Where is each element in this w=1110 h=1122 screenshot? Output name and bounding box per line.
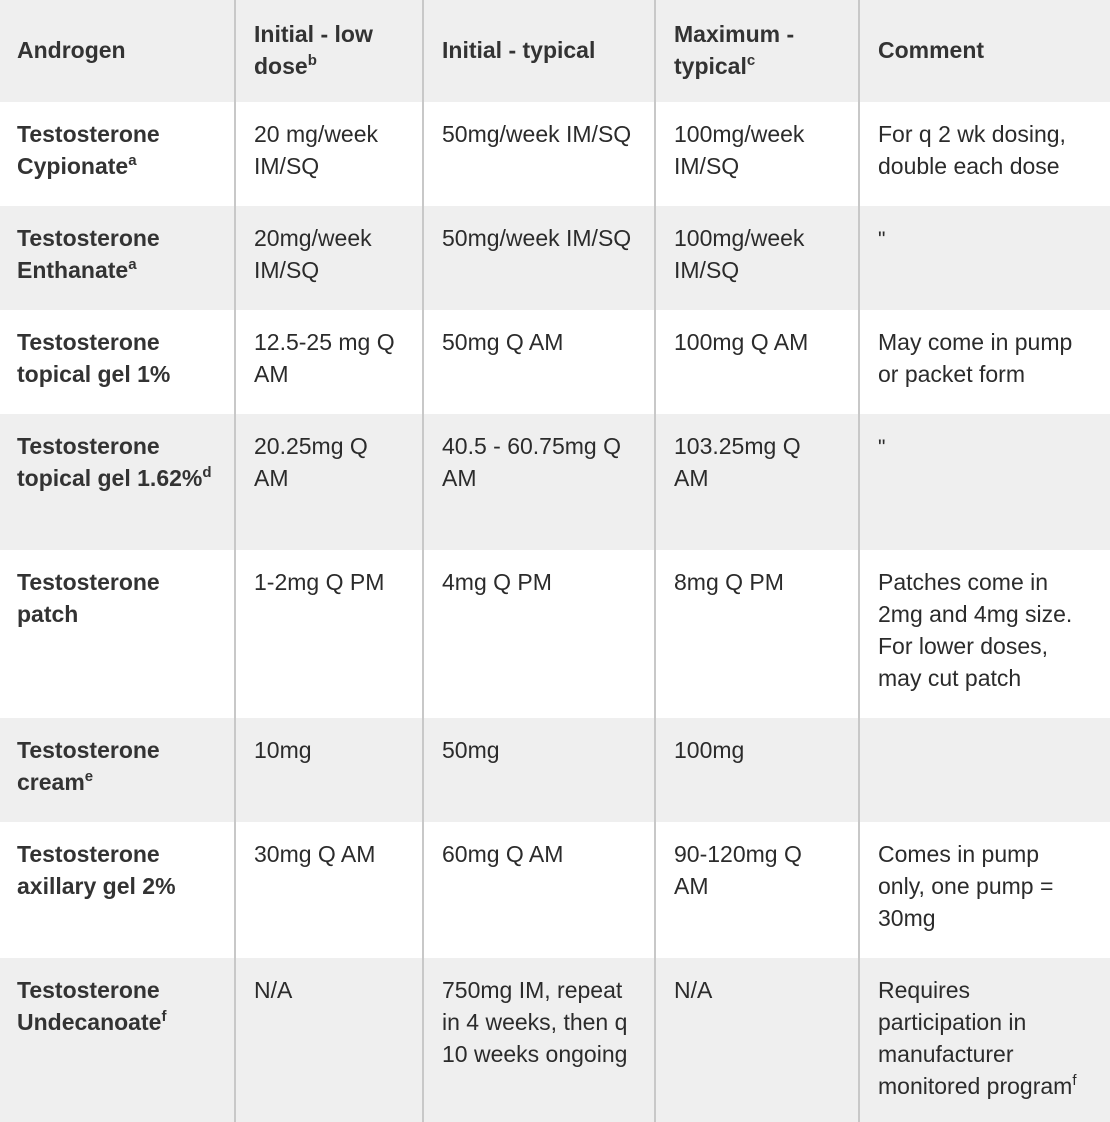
ditto-mark: " — [878, 228, 886, 251]
table-row — [0, 718, 1110, 822]
cell-androgen: Testosterone cream$^e$ — [17, 737, 160, 795]
cell-maximum-typical: N/A — [655, 958, 859, 1122]
table-row — [0, 958, 1110, 1122]
table-header-row — [0, 0, 1110, 102]
cell-androgen: Testosterone Undecanoate$^f$ — [17, 977, 167, 1035]
footnote-marker: c — [746, 52, 756, 69]
cell-androgen: Testosterone topical gel 1.62%$^d$ — [17, 433, 212, 491]
cell-initial-low: 12.5-25 mg Q AM — [235, 310, 423, 414]
footnote-marker: a — [128, 256, 137, 273]
table-row — [0, 414, 1110, 550]
cell-initial-typical: 50mg/week IM/SQ — [423, 102, 655, 206]
ditto-mark: " — [878, 436, 886, 459]
cell-initial-low: 20.25mg Q AM — [235, 414, 423, 550]
header-androgen: Androgen — [17, 37, 126, 63]
cell-comment — [859, 206, 1110, 310]
footnote-marker: d — [202, 464, 212, 481]
cell-comment: Patches come in 2mg and 4mg size. For lower doses, may cut patch — [859, 550, 1110, 718]
footnote-marker: e — [84, 768, 94, 785]
cell-maximum-typical: 100mg/week IM/SQ — [655, 102, 859, 206]
cell-initial-typical: 50mg Q AM — [423, 310, 655, 414]
cell-initial-low: 1-2mg Q PM — [235, 550, 423, 718]
cell-initial-typical: 4mg Q PM — [423, 550, 655, 718]
cell-initial-typical: 50mg — [423, 718, 655, 822]
cell-maximum-typical: 100mg — [655, 718, 859, 822]
footnote-marker: f — [161, 1008, 167, 1025]
cell-maximum-typical: 100mg/week IM/SQ — [655, 206, 859, 310]
cell-initial-low: 20mg/week IM/SQ — [235, 206, 423, 310]
cell-comment: For q 2 wk dosing, double each dose — [859, 102, 1110, 206]
table-row — [0, 206, 1110, 310]
cell-androgen: Testosterone Enthanate$^a$ — [17, 225, 160, 283]
cell-androgen: Testosterone Cypionate$^a$ — [17, 121, 160, 179]
cell-comment: Requires participation in manufacturer monitored program$^f$ — [859, 958, 1110, 1122]
footnote-marker: f — [1072, 1072, 1077, 1089]
header-comment: Comment — [859, 0, 1110, 102]
footnote-marker: a — [128, 152, 137, 169]
cell-androgen: Testosterone axillary gel 2% — [17, 841, 176, 899]
cell-initial-typical: 50mg/week IM/SQ — [423, 206, 655, 310]
table-row — [0, 822, 1110, 958]
cell-maximum-typical: 8mg Q PM — [655, 550, 859, 718]
cell-comment — [859, 718, 1110, 822]
cell-comment: May come in pump or packet form — [859, 310, 1110, 414]
cell-initial-typical: 750mg IM, repeat in 4 weeks, then q 10 weeks ongoing — [423, 958, 655, 1122]
cell-comment: Comes in pump only, one pump = 30mg — [859, 822, 1110, 958]
cell-maximum-typical: 100mg Q AM — [655, 310, 859, 414]
header-initial-low-dose: Initial - low dose$^b$ — [235, 0, 423, 102]
footnote-marker: b — [307, 52, 317, 69]
cell-comment — [859, 414, 1110, 550]
cell-initial-typical: 40.5 - 60.75mg Q AM — [423, 414, 655, 550]
cell-maximum-typical: 103.25mg Q AM — [655, 414, 859, 550]
table-row — [0, 550, 1110, 718]
cell-androgen: Testosterone topical gel 1% — [17, 329, 171, 387]
header-initial-typical: Initial - typical — [423, 0, 655, 102]
table-row — [0, 102, 1110, 206]
cell-initial-low: 20 mg/week IM/SQ — [235, 102, 423, 206]
cell-initial-low: 10mg — [235, 718, 423, 822]
cell-initial-low: 30mg Q AM — [235, 822, 423, 958]
cell-androgen: Testosterone patch — [17, 569, 160, 627]
header-maximum-typical: Maximum - typical$^c$ — [655, 0, 859, 102]
table-row — [0, 310, 1110, 414]
cell-initial-low: N/A — [235, 958, 423, 1122]
cell-maximum-typical: 90-120mg Q AM — [655, 822, 859, 958]
cell-initial-typical: 60mg Q AM — [423, 822, 655, 958]
